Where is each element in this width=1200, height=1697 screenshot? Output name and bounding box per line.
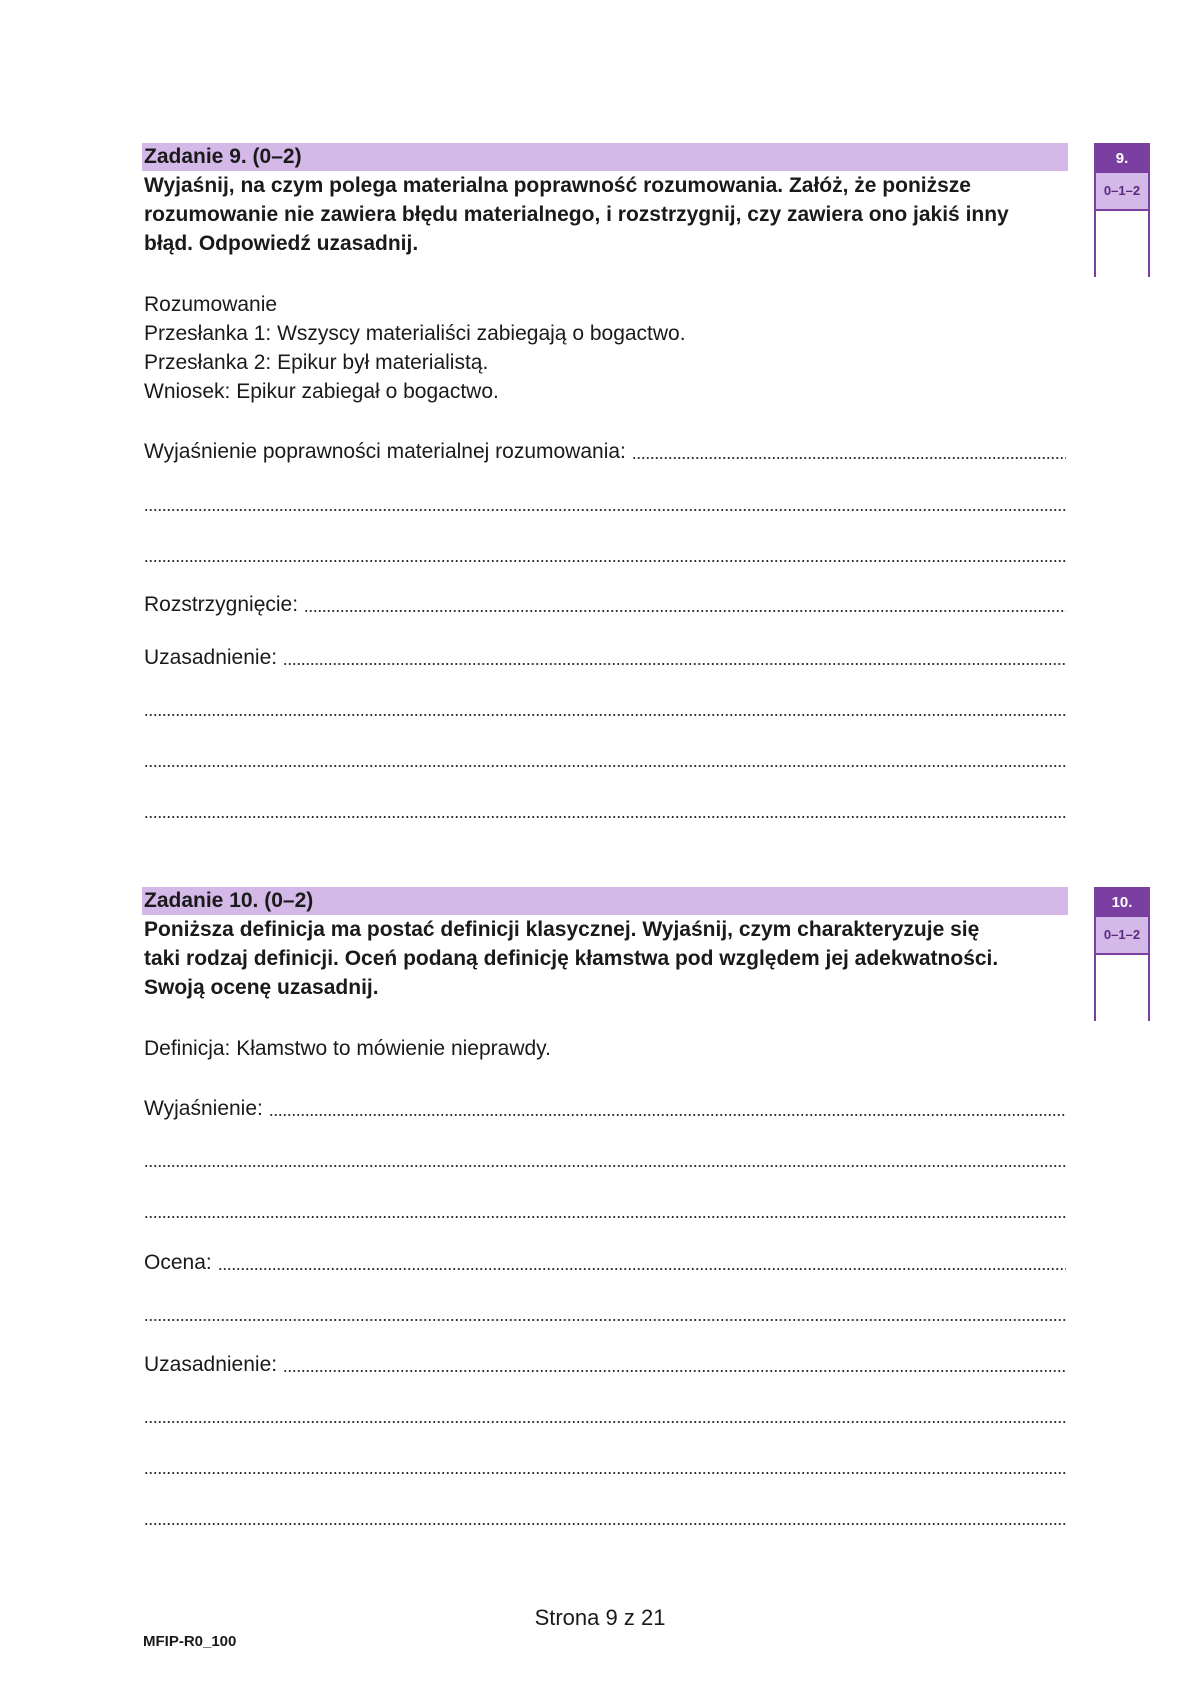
instruction-line: błąd. Odpowiedź uzasadnij. <box>144 232 419 255</box>
score-entry-field[interactable] <box>1096 211 1148 277</box>
premise-1: Przesłanka 1: Wszyscy materialiści zabiegają o bogactwo. <box>144 322 686 345</box>
dotted-line <box>283 662 1066 666</box>
instruction-line: Swoją ocenę uzasadnij. <box>144 976 379 999</box>
answer-line[interactable] <box>144 1401 1066 1430</box>
task-10-instruction <box>144 915 1074 1002</box>
explanation-answer-line[interactable] <box>144 1094 1066 1123</box>
task-9-score-box <box>1094 143 1150 277</box>
dotted-line <box>144 1215 1066 1219</box>
justification-answer-line[interactable] <box>144 1350 1066 1379</box>
reasoning-title: Rozumowanie <box>144 293 278 316</box>
dotted-line <box>218 1267 1066 1271</box>
instruction-line: Wyjaśnij, na czym polega materialna poprawność rozumowania. Załóż, że poniższe <box>144 174 971 197</box>
explanation-label: Wyjaśnienie poprawności materialnej rozumowania: <box>144 440 626 463</box>
dotted-line <box>144 1318 1066 1322</box>
task-9-instruction <box>144 171 1074 258</box>
score-entry-field[interactable] <box>1096 955 1148 1021</box>
dotted-line <box>144 764 1066 768</box>
evaluation-label: Ocena: <box>144 1251 212 1274</box>
answer-line[interactable] <box>144 540 1066 569</box>
dotted-line <box>144 508 1066 512</box>
premise-2: Przesłanka 2: Epikur był materialistą. <box>144 351 489 374</box>
answer-line[interactable] <box>144 1299 1066 1328</box>
instruction-line: taki rodzaj definicji. Oceń podaną definicję kłamstwa pod względem jej adekwatności. <box>144 947 999 970</box>
score-number: 9. <box>1096 145 1148 173</box>
dotted-line <box>269 1113 1066 1117</box>
score-number: 10. <box>1096 889 1148 917</box>
dotted-line <box>304 609 1066 613</box>
conclusion: Wniosek: Epikur zabiegał o bogactwo. <box>144 380 499 403</box>
justification-answer-line[interactable] <box>144 643 1066 672</box>
answer-line[interactable] <box>144 745 1066 774</box>
dotted-line <box>144 815 1066 819</box>
task-10-header: Zadanie 10. (0–2) <box>142 887 1068 915</box>
definition: Definicja: Kłamstwo to mówienie nieprawdy. <box>144 1037 551 1060</box>
dotted-line <box>144 713 1066 717</box>
task-10-score-box <box>1094 887 1150 1021</box>
decision-label: Rozstrzygnięcie: <box>144 593 299 616</box>
dotted-line <box>144 1522 1066 1526</box>
task-9-header: Zadanie 9. (0–2) <box>142 143 1068 171</box>
answer-line[interactable] <box>144 1196 1066 1225</box>
page-number: Strona 9 z 21 <box>534 1605 666 1630</box>
score-range: 0–1–2 <box>1096 917 1148 955</box>
evaluation-answer-line[interactable] <box>144 1248 1066 1277</box>
dotted-line <box>283 1369 1066 1373</box>
document-code: MFIP-R0_100 <box>143 1633 237 1650</box>
answer-line[interactable] <box>144 1452 1066 1481</box>
justification-label: Uzasadnienie: <box>144 1353 278 1376</box>
instruction-line: Poniższa definicja ma postać definicji klasycznej. Wyjaśnij, czym charakteryzuje się <box>144 918 980 941</box>
dotted-line <box>144 559 1066 563</box>
dotted-line <box>144 1420 1066 1424</box>
score-range: 0–1–2 <box>1096 173 1148 211</box>
explanation-answer-line[interactable] <box>144 437 1066 466</box>
dotted-line <box>144 1471 1066 1475</box>
answer-line[interactable] <box>144 694 1066 723</box>
decision-answer-line[interactable] <box>144 590 1066 619</box>
justification-label: Uzasadnienie: <box>144 646 278 669</box>
instruction-line: rozumowanie nie zawiera błędu materialnego, i rozstrzygnij, czy zawiera ono jakiś inny <box>144 203 1009 226</box>
answer-line[interactable] <box>144 1503 1066 1532</box>
answer-line[interactable] <box>144 796 1066 825</box>
answer-line[interactable] <box>144 1145 1066 1174</box>
answer-line[interactable] <box>144 489 1066 518</box>
explanation-label: Wyjaśnienie: <box>144 1097 263 1120</box>
dotted-line <box>144 1164 1066 1168</box>
dotted-line <box>632 456 1066 460</box>
